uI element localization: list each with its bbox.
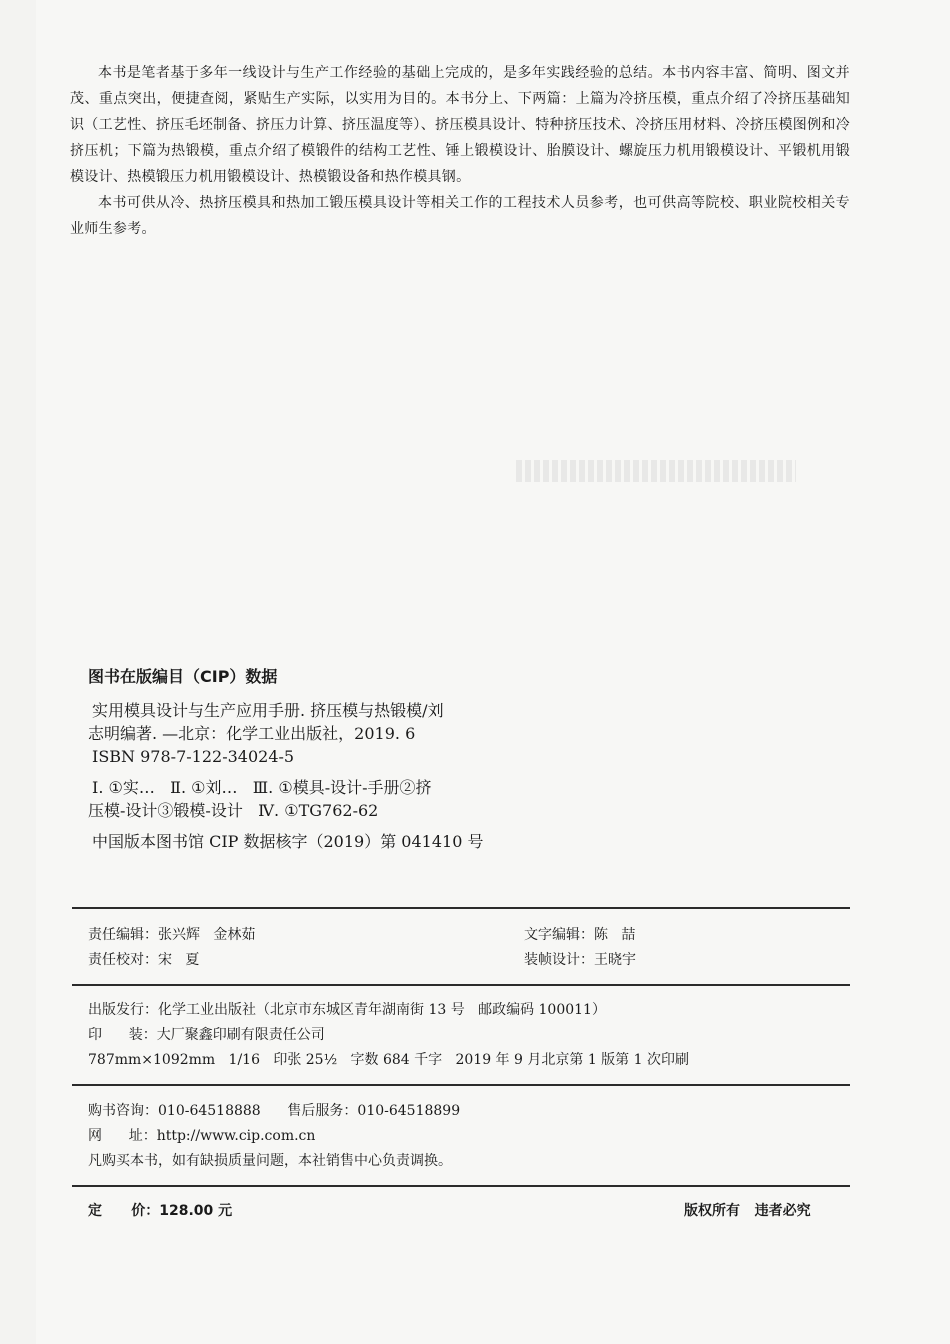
divider [72,1185,850,1187]
cip-title-line-1: 实用模具设计与生产应用手册. 挤压模与热锻模/刘 [92,701,444,720]
cip-classification-line-2: 压模-设计③锻模-设计 Ⅳ. ①TG762-62 [88,801,379,820]
book-abstract [70,60,850,242]
editor-credit: 责任编辑：张兴辉 金林茹 [88,927,256,943]
cip-title-line-2: 志明编著. —北京：化学工业出版社，2019. 6 [88,724,416,743]
abstract-paragraph-1: 本书是笔者基于多年一线设计与生产工作经验的基础上完成的，是多年实践经验的总结。本书内容丰富、简明、图文并茂、重点突出，便捷查阅，紧贴生产实际，以实用为目的。本书分上、下两篇：上篇为冷挤压模，重点介绍了冷挤压基础知识（工艺性、挤压毛坯制备、挤压力计算、挤压温度等）、挤压模具设计、特种挤压技术、冷挤压用材料、冷挤压模图例和冷挤压机；下篇为热锻模，重点介绍了模锻件的结构工艺性、锤上锻模设计、胎膜设计、螺旋压力机用锻模设计、平锻机用锻模设计、热模锻压力机用锻模设计、热模锻设备和热作模具钢。 [70,65,850,185]
cip-isbn: ISBN 978-7-122-34024-5 [92,747,295,766]
proofreader-credit: 责任校对：宋 夏 [88,952,200,968]
website-line: 网 址：http://www.cip.com.cn [88,1128,316,1144]
abstract-paragraph-2: 本书可供从冷、热挤压模具和热加工锻压模具设计等相关工作的工程技术人员参考，也可供高等院校、职业院校相关专业师生参考。 [70,195,850,237]
notice-line: 凡购买本书，如有缺损质量问题，本社销售中心负责调换。 [88,1153,452,1169]
cip-heading: 图书在版编目（CIP）数据 [88,667,278,686]
cip-block [88,664,558,853]
publisher-line: 出版发行：化学工业出版社（北京市东城区青年湖南街 13 号 邮政编码 100011） [88,1002,606,1018]
show-through-artifact [516,460,796,482]
copyright-notice: 版权所有 违者必究 [684,1203,811,1219]
print-spec-line: 787mm×1092mm 1/16 印张 25½ 字数 684 千字 2019 年 9 月北京第 1 版第 1 次印刷 [88,1052,689,1068]
designer-credit: 装帧设计：王晓宇 [524,952,636,968]
divider [72,907,850,909]
cip-number: 中国版本图书馆 CIP 数据核字（2019）第 041410 号 [92,832,484,851]
printer-line: 印 装：大厂聚鑫印刷有限责任公司 [88,1027,325,1043]
purchase-contact-line: 购书咨询：010-64518888 售后服务：010-64518899 [88,1103,461,1119]
divider [72,984,850,986]
cip-classification-line-1: Ⅰ. ①实… Ⅱ. ①刘… Ⅲ. ①模具-设计-手册②挤 [92,778,432,797]
price-label: 定 价：128.00 元 [88,1203,233,1219]
divider [72,1084,850,1086]
text-editor-credit: 文字编辑：陈 喆 [524,927,636,943]
